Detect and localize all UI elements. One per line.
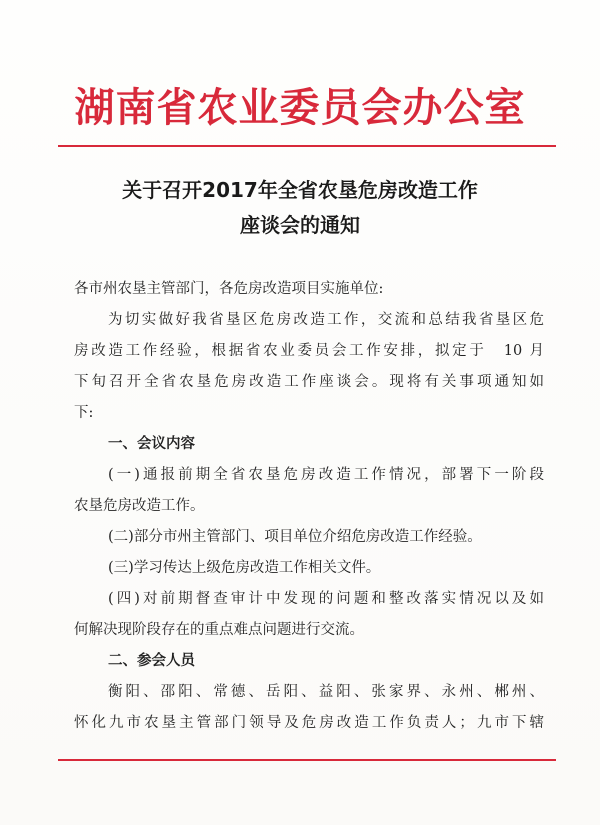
intro-line: 为切实做好我省垦区危房改造工作，交流和总结我省垦区危 <box>108 312 544 328</box>
letterhead-org-name: 湖南省农业委员会办公室 <box>74 84 526 131</box>
intro-line: 房改造工作经验，根据省农业委员会工作安排，拟定于 10 月 <box>74 343 544 359</box>
section-1-item-1-line: 农垦危房改造工作。 <box>74 498 205 514</box>
section-1-item-2-line: (二)部分市州主管部门、项目单位介绍危房改造工作经验。 <box>108 529 482 545</box>
intro-line: 下旬召开全省农垦危房改造工作座谈会。现将有关事项通知如 <box>74 374 544 390</box>
salutation: 各市州农垦主管部门，各危房改造项目实施单位: <box>74 281 384 297</box>
section-1-item-1-line: (一)通报前期全省农垦危房改造工作情况，部署下一阶段 <box>108 467 544 483</box>
section-2-line: 怀化九市农垦主管部门领导及危房改造工作负责人；九市下辖 <box>74 715 544 731</box>
footer-red-rule <box>58 759 556 761</box>
intro-line: 下: <box>74 405 94 421</box>
section-1-item-4-line: (四)对前期督查审计中发现的问题和整改落实情况以及如 <box>108 591 544 607</box>
letterhead-red-rule <box>58 145 556 147</box>
document-title-line-1: 关于召开2017年全省农垦危房改造工作 <box>122 178 478 202</box>
section-2-heading: 二、参会人员 <box>108 653 195 669</box>
section-1-heading: 一、会议内容 <box>108 436 195 452</box>
document-title-line-2: 座谈会的通知 <box>240 213 360 237</box>
section-2-line: 衡阳、邵阳、常德、岳阳、益阳、张家界、永州、郴州、 <box>108 684 544 700</box>
section-1-item-4-line: 何解决现阶段存在的重点难点问题进行交流。 <box>74 622 364 638</box>
section-1-item-3-line: (三)学习传达上级危房改造工作相关文件。 <box>108 560 381 576</box>
